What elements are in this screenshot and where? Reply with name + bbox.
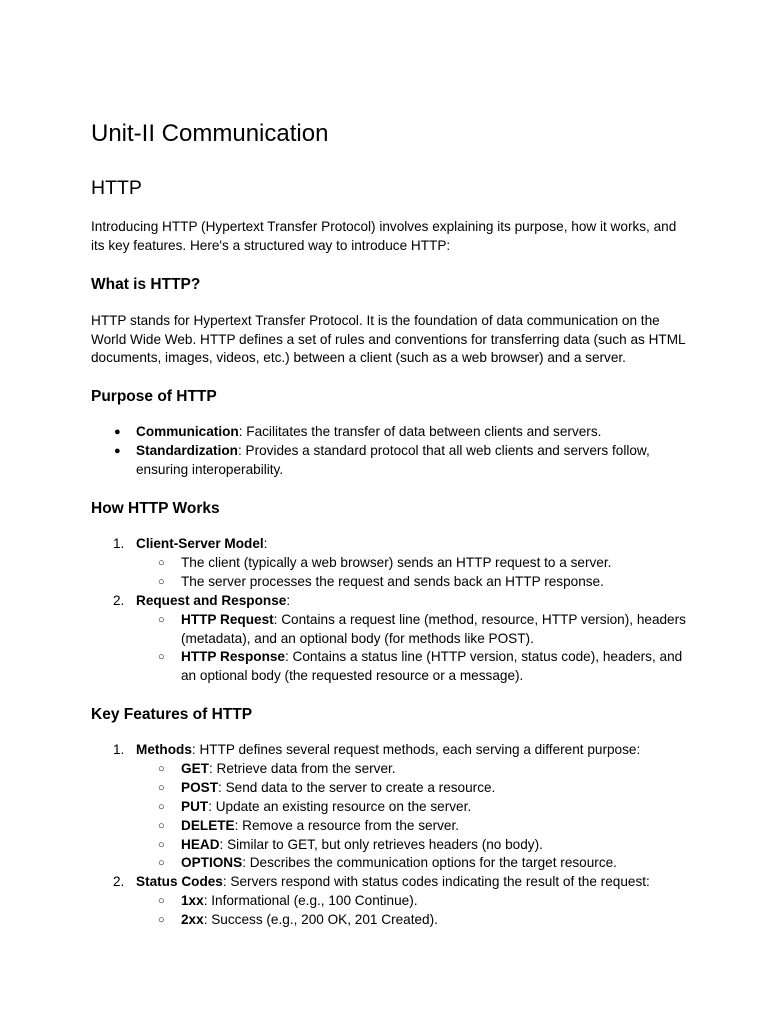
sub-item-term: POST bbox=[181, 779, 219, 795]
sub-list-item bbox=[136, 611, 691, 649]
sub-item-text: : Update an existing resource on the server. bbox=[208, 798, 472, 814]
list-number: 2. bbox=[113, 592, 125, 608]
sub-item-term: HTTP Response bbox=[181, 649, 285, 665]
sub-item-term: 2xx bbox=[181, 912, 204, 928]
purpose-text: : Facilitates the transfer of data between clients and servers. bbox=[238, 424, 602, 439]
circle-bullet-icon: ○ bbox=[158, 800, 165, 813]
sub-list bbox=[136, 760, 691, 873]
heading-how-http-works: How HTTP Works bbox=[91, 500, 220, 517]
circle-bullet-icon: ○ bbox=[158, 895, 165, 908]
list-item-term: Request and Response bbox=[136, 592, 287, 608]
list-item bbox=[91, 592, 691, 687]
heading-purpose-of-http: Purpose of HTTP bbox=[91, 388, 217, 405]
sub-list-item bbox=[136, 911, 691, 930]
sub-item-term: PUT bbox=[181, 798, 209, 814]
circle-bullet-icon: ○ bbox=[158, 613, 165, 626]
document-title: Unit-II Communication bbox=[91, 120, 329, 147]
list-item-term: Status Codes bbox=[136, 874, 223, 890]
list-item bbox=[91, 741, 691, 873]
sub-item-text: The server processes the request and sends back an HTTP response. bbox=[181, 573, 604, 589]
purpose-term: Communication bbox=[136, 424, 239, 439]
sub-item-text: : Informational (e.g., 100 Continue). bbox=[203, 893, 418, 909]
sub-list bbox=[136, 554, 691, 592]
circle-bullet-icon: ○ bbox=[158, 819, 165, 832]
sub-list bbox=[136, 611, 691, 687]
bullet-icon: ● bbox=[114, 444, 121, 457]
bullet-icon: ● bbox=[114, 426, 121, 438]
purpose-item bbox=[91, 442, 691, 480]
sub-list-item bbox=[136, 817, 691, 836]
purpose-item bbox=[91, 423, 691, 442]
key-features-list bbox=[91, 741, 691, 930]
purpose-list bbox=[91, 423, 691, 480]
sub-item-term: 1xx bbox=[181, 893, 204, 909]
sub-item-text: : Retrieve data from the server. bbox=[208, 760, 396, 776]
sub-item-term: DELETE bbox=[181, 817, 235, 833]
sub-item-term: HEAD bbox=[181, 836, 220, 852]
sub-item-text: : Success (e.g., 200 OK, 201 Created). bbox=[203, 912, 438, 928]
list-item-text: : Servers respond with status codes indicating the result of the request: bbox=[222, 874, 650, 890]
what-is-http-paragraph: HTTP stands for Hypertext Transfer Protocol. It is the foundation of data communication on the World Wide Web. HTTP defines a set of rules and conventions for transferring data (such as HTML documents, images, videos, etc.) between a client (such as a web browser) and a server. bbox=[91, 313, 686, 366]
heading-what-is-http: What is HTTP? bbox=[91, 276, 201, 293]
list-item-text: : bbox=[286, 592, 291, 608]
circle-bullet-icon: ○ bbox=[158, 857, 165, 870]
sub-list-item bbox=[136, 554, 691, 573]
sub-item-text: : Contains a request line (method, resource, HTTP version), headers (metadata), and an optional body (for methods like POST). bbox=[181, 611, 686, 646]
sub-item-text: : Remove a resource from the server. bbox=[234, 817, 460, 833]
sub-list-item bbox=[136, 798, 691, 817]
sub-list-item bbox=[136, 760, 691, 779]
circle-bullet-icon: ○ bbox=[158, 914, 165, 927]
list-item-text: : bbox=[263, 536, 268, 551]
list-number: 1. bbox=[113, 536, 125, 551]
list-item-term: Methods bbox=[136, 742, 192, 757]
circle-bullet-icon: ○ bbox=[158, 651, 165, 664]
purpose-text: : Provides a standard protocol that all web clients and servers follow, ensuring interoperability. bbox=[136, 442, 650, 477]
sub-item-text: : Similar to GET, but only retrieves headers (no body). bbox=[219, 836, 543, 852]
circle-bullet-icon: ○ bbox=[158, 838, 165, 851]
sub-list-item bbox=[136, 779, 691, 798]
list-item-term: Client-Server Model bbox=[136, 536, 264, 551]
sub-item-text: : Describes the communication options for the target resource. bbox=[242, 855, 617, 871]
sub-list-item bbox=[136, 892, 691, 911]
list-item bbox=[91, 873, 691, 930]
list-item-text: : HTTP defines several request methods, each serving a different purpose: bbox=[191, 742, 641, 757]
circle-bullet-icon: ○ bbox=[158, 556, 165, 569]
sub-item-text: The client (typically a web browser) sends an HTTP request to a server. bbox=[181, 554, 612, 570]
how-it-works-list bbox=[91, 535, 691, 686]
sub-list-item bbox=[136, 836, 691, 855]
sub-list-item bbox=[136, 648, 691, 686]
section-heading-http: HTTP bbox=[91, 177, 142, 199]
sub-list-item bbox=[136, 573, 691, 592]
sub-item-term: HTTP Request bbox=[181, 611, 274, 627]
circle-bullet-icon: ○ bbox=[158, 781, 165, 794]
sub-list-item bbox=[136, 854, 691, 873]
sub-item-term: GET bbox=[181, 760, 209, 776]
purpose-term: Standardization bbox=[136, 442, 238, 458]
circle-bullet-icon: ○ bbox=[158, 762, 165, 775]
sub-item-text: : Contains a status line (HTTP version, status code), headers, and an optional body (the requested resource or a message). bbox=[181, 649, 683, 684]
list-item bbox=[91, 535, 691, 592]
list-number: 2. bbox=[113, 874, 125, 890]
heading-key-features: Key Features of HTTP bbox=[91, 706, 253, 723]
sub-list bbox=[136, 892, 691, 930]
sub-item-text: : Send data to the server to create a resource. bbox=[218, 779, 496, 795]
intro-paragraph: Introducing HTTP (Hypertext Transfer Protocol) involves explaining its purpose, how it works, and its key features. Here's a structured way to introduce HTTP: bbox=[91, 219, 677, 253]
list-number: 1. bbox=[113, 742, 125, 757]
sub-item-term: OPTIONS bbox=[181, 855, 243, 871]
circle-bullet-icon: ○ bbox=[158, 575, 165, 588]
